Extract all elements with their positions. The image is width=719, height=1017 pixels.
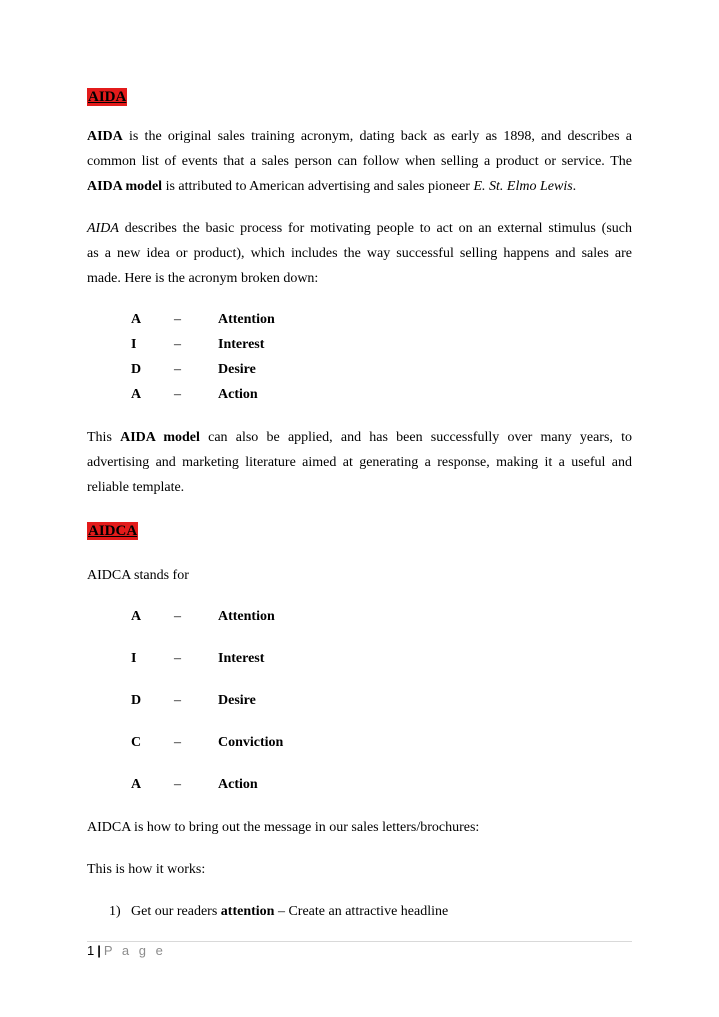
aidca-paragraph-1: AIDCA is how to bring out the message in our sales letters/brochures: bbox=[87, 820, 480, 835]
footer-separator: | bbox=[97, 943, 101, 958]
acronym-letter: A bbox=[131, 777, 142, 792]
text-run: is the original sales training acronym, dating back as early as 1898, and describes a bbox=[122, 129, 632, 144]
text-line bbox=[87, 216, 632, 241]
text-line bbox=[87, 475, 632, 500]
text-run: Get our readers bbox=[131, 904, 221, 919]
acronym-letter: A bbox=[131, 609, 142, 624]
acronym-row bbox=[131, 691, 431, 711]
acronym-word: Desire bbox=[218, 362, 256, 377]
acronym-row bbox=[131, 335, 431, 355]
bold-term: attention bbox=[220, 904, 275, 919]
acronym-word: Attention bbox=[218, 609, 275, 624]
text-line bbox=[87, 266, 632, 291]
text-run: . bbox=[572, 179, 577, 194]
acronym-row bbox=[131, 733, 431, 753]
acronym-dash: – bbox=[174, 337, 181, 352]
text-run: advertising and marketing literature aimed at generating a response, making it a useful and bbox=[87, 455, 632, 470]
text-run: This bbox=[87, 430, 121, 445]
acronym-dash: – bbox=[174, 609, 181, 624]
acronym-letter: A bbox=[131, 312, 142, 327]
acronym-dash: – bbox=[174, 387, 181, 402]
step-item bbox=[109, 902, 448, 922]
acronym-row bbox=[131, 607, 431, 627]
acronym-dash: – bbox=[174, 693, 181, 708]
acronym-row bbox=[131, 649, 431, 669]
bold-term: AIDA model bbox=[120, 430, 200, 445]
text-run: can also be applied, and has been successfully over many years, to bbox=[199, 430, 633, 445]
acronym-word: Action bbox=[218, 387, 258, 402]
aida-paragraph-3 bbox=[87, 425, 632, 500]
acronym-dash: – bbox=[174, 777, 181, 792]
acronym-letter: D bbox=[131, 693, 142, 708]
acronym-dash: – bbox=[174, 312, 181, 327]
acronym-word: Attention bbox=[218, 312, 275, 327]
text-run: as a new idea or product), which includes the way successful selling happens and sales are bbox=[87, 246, 632, 261]
text-line bbox=[87, 241, 632, 266]
italic-term: AIDA bbox=[87, 221, 119, 236]
text-run: describes the basic process for motivating people to act on an external stimulus (such bbox=[118, 221, 632, 236]
acronym-row bbox=[131, 775, 431, 795]
acronym-word: Interest bbox=[218, 651, 265, 666]
text-run: reliable template. bbox=[87, 480, 185, 495]
text-line bbox=[87, 174, 632, 199]
page-label: P a g e bbox=[103, 943, 166, 958]
acronym-dash: – bbox=[174, 362, 181, 377]
bold-term: AIDA model bbox=[87, 179, 163, 194]
text-line bbox=[87, 124, 632, 149]
step-number: 1) bbox=[109, 904, 121, 919]
text-line bbox=[87, 425, 632, 450]
acronym-dash: – bbox=[174, 735, 181, 750]
acronym-row bbox=[131, 360, 431, 380]
text-run: made. Here is the acronym broken down: bbox=[87, 271, 319, 286]
text-line bbox=[87, 450, 632, 475]
heading-aida: AIDA bbox=[88, 89, 127, 105]
acronym-dash: – bbox=[174, 651, 181, 666]
acronym-letter: A bbox=[131, 387, 142, 402]
acronym-letter: C bbox=[131, 735, 142, 750]
page-footer bbox=[87, 942, 166, 960]
aida-paragraph-1 bbox=[87, 124, 632, 199]
acronym-letter: I bbox=[131, 337, 137, 352]
footer-divider bbox=[87, 941, 632, 942]
aidca-intro: AIDCA stands for bbox=[87, 568, 189, 583]
acronym-word: Action bbox=[218, 777, 258, 792]
acronym-word: Desire bbox=[218, 693, 256, 708]
acronym-word: Conviction bbox=[218, 735, 284, 750]
heading-aidca: AIDCA bbox=[88, 523, 138, 539]
bold-term: AIDA bbox=[87, 129, 123, 144]
italic-name: E. St. Elmo Lewis bbox=[473, 179, 573, 194]
text-run: common list of events that a sales person can follow when selling a product or service. The bbox=[87, 154, 632, 169]
aida-paragraph-2 bbox=[87, 216, 632, 291]
acronym-word: Interest bbox=[218, 337, 265, 352]
aidca-paragraph-2: This is how it works: bbox=[87, 862, 206, 877]
acronym-letter: D bbox=[131, 362, 142, 377]
acronym-row bbox=[131, 310, 431, 330]
text-run: is attributed to American advertising and sales pioneer bbox=[162, 179, 474, 194]
page-number: 1 bbox=[87, 943, 95, 958]
text-line bbox=[87, 149, 632, 174]
text-run: – Create an attractive headline bbox=[274, 904, 449, 919]
acronym-letter: I bbox=[131, 651, 137, 666]
acronym-row bbox=[131, 385, 431, 405]
